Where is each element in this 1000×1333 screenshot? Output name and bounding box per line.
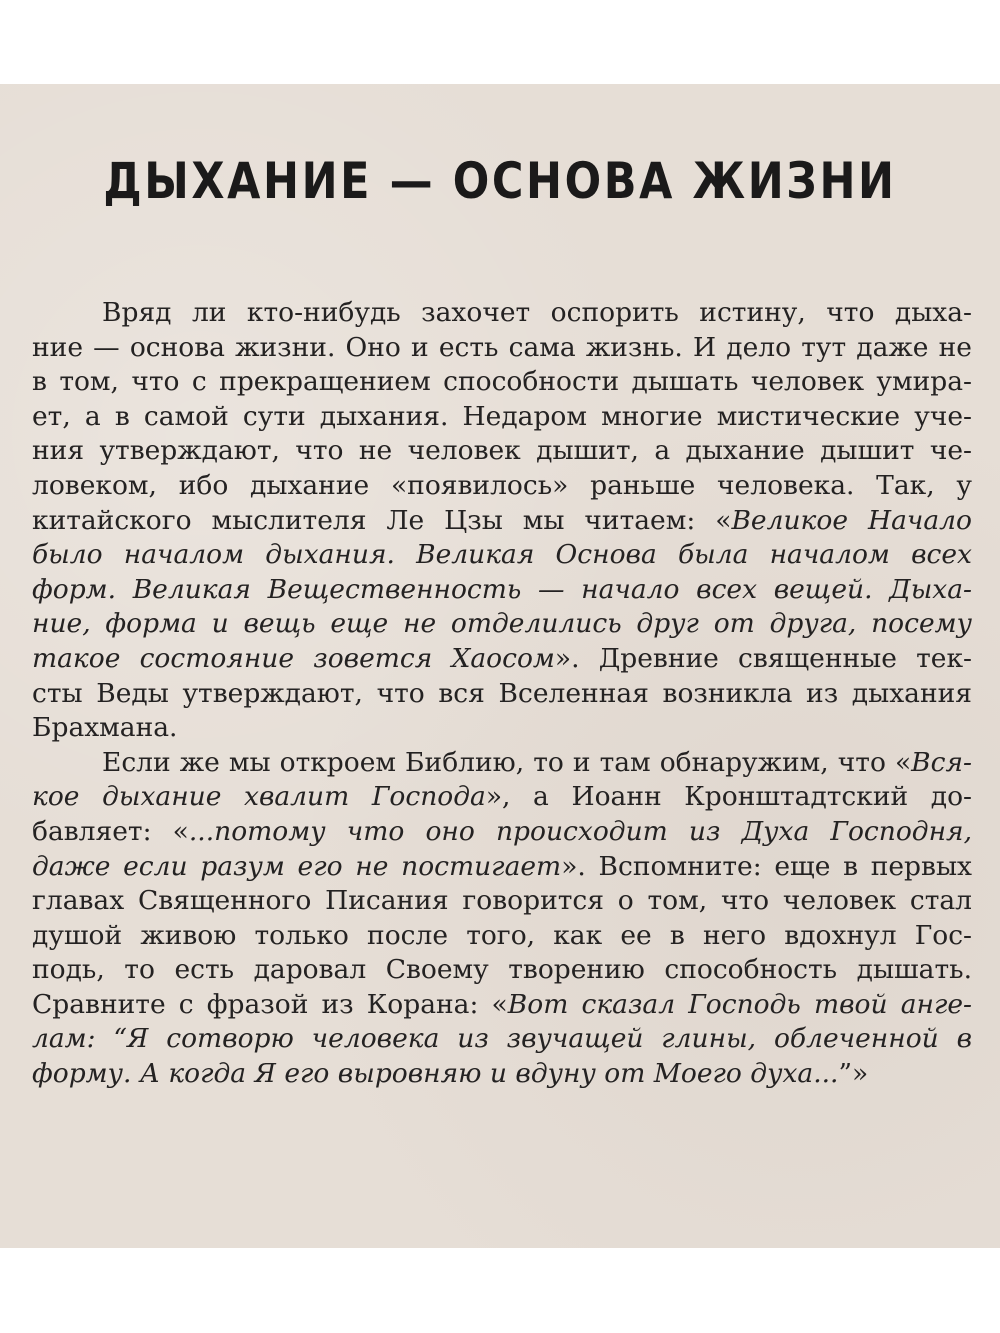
text-segment: ». Древние священные тек-	[554, 642, 972, 674]
text-segment: ловеком, ибо дыхание «появилось» раньше человека. Так, у	[32, 469, 972, 501]
text-line	[32, 746, 972, 781]
text-line	[32, 1022, 972, 1057]
article-body	[32, 296, 972, 1092]
text-segment: Вряд ли кто-нибудь захочет оспорить истину, что дыха-	[102, 297, 972, 328]
article-title: ДЫХАНИЕ — ОСНОВА ЖИЗНИ	[103, 152, 897, 210]
italic-quote-segment: кое дыхание хвалит Господа	[32, 781, 486, 813]
text-line	[32, 469, 972, 504]
text-segment: в том, что с прекращением способности дышать человек умира-	[32, 366, 972, 398]
italic-quote-segment: ...потому что оно происходит из Духа Господня,	[188, 815, 972, 847]
italic-quote-segment: ние, форма и вещь еще не отделились друг от друга, посему	[32, 608, 972, 640]
text-line	[32, 296, 972, 331]
newspaper-clipping	[0, 84, 1000, 1248]
text-segment: подь, то есть даровал Своему творению способность дышать.	[32, 954, 972, 986]
text-segment: », а Иоанн Кронштадтский до-	[485, 781, 972, 813]
italic-quote-segment: такое состояние зовется Хаосом	[32, 642, 555, 674]
text-line	[32, 815, 972, 850]
text-segment: ние — основа жизни. Оно и есть сама жизнь. И дело тут даже не	[32, 331, 972, 363]
text-line	[32, 884, 972, 919]
text-line	[32, 850, 972, 885]
text-line	[32, 607, 972, 642]
italic-quote-segment: форму. А когда Я его выровняю и вдуну от Моего духа...	[32, 1058, 839, 1090]
text-line	[32, 573, 972, 608]
italic-quote-segment: Вся-	[911, 746, 972, 778]
text-line	[32, 711, 972, 746]
italic-quote-segment: форм. Великая Вещественность — начало всех вещей. Дыха-	[32, 573, 972, 605]
italic-quote-segment: лам: “Я сотворю человека из звучащей глины, облеченной в	[32, 1023, 972, 1055]
italic-quote-segment: даже если разум его не постигает	[32, 850, 562, 882]
text-segment: бавляет: «	[32, 815, 189, 847]
text-line	[32, 780, 972, 815]
text-line	[32, 677, 972, 712]
text-line	[32, 642, 972, 677]
text-line	[32, 988, 972, 1023]
text-segment: сты Веды утверждают, что вся Вселенная возникла из дыхания	[32, 677, 972, 709]
text-segment: Брахмана.	[32, 712, 178, 744]
text-segment: главах Священного Писания говорится о том, что человек стал	[32, 885, 972, 917]
text-segment: Сравните с фразой из Корана: «	[32, 988, 508, 1020]
text-segment: ния утверждают, что не человек дышит, а дыхание дышит че-	[32, 435, 972, 467]
text-line	[32, 365, 972, 400]
text-segment: душой живою только после того, как ее в него вдохнул Гос-	[32, 919, 972, 951]
text-line	[32, 538, 972, 573]
text-line	[32, 504, 972, 539]
text-line	[32, 953, 972, 988]
italic-quote-segment: было началом дыхания. Великая Основа была началом всех	[32, 539, 972, 571]
text-line	[32, 331, 972, 366]
italic-quote-segment: Великое Начало	[731, 504, 972, 536]
text-line	[32, 1057, 972, 1092]
text-segment: Если же мы откроем Библию, то и там обнаружим, что «	[102, 746, 912, 778]
text-segment: ”»	[838, 1058, 869, 1090]
italic-quote-segment: Вот сказал Господь твой анге-	[507, 988, 972, 1020]
text-line	[32, 400, 972, 435]
text-line	[32, 434, 972, 469]
text-segment: ». Вспомните: еще в первых	[561, 850, 972, 882]
text-line	[32, 919, 972, 954]
text-segment: китайского мыслителя Ле Цзы мы читаем: «	[32, 504, 732, 536]
text-segment: ет, а в самой сути дыхания. Недаром многие мистические уче-	[32, 400, 972, 432]
